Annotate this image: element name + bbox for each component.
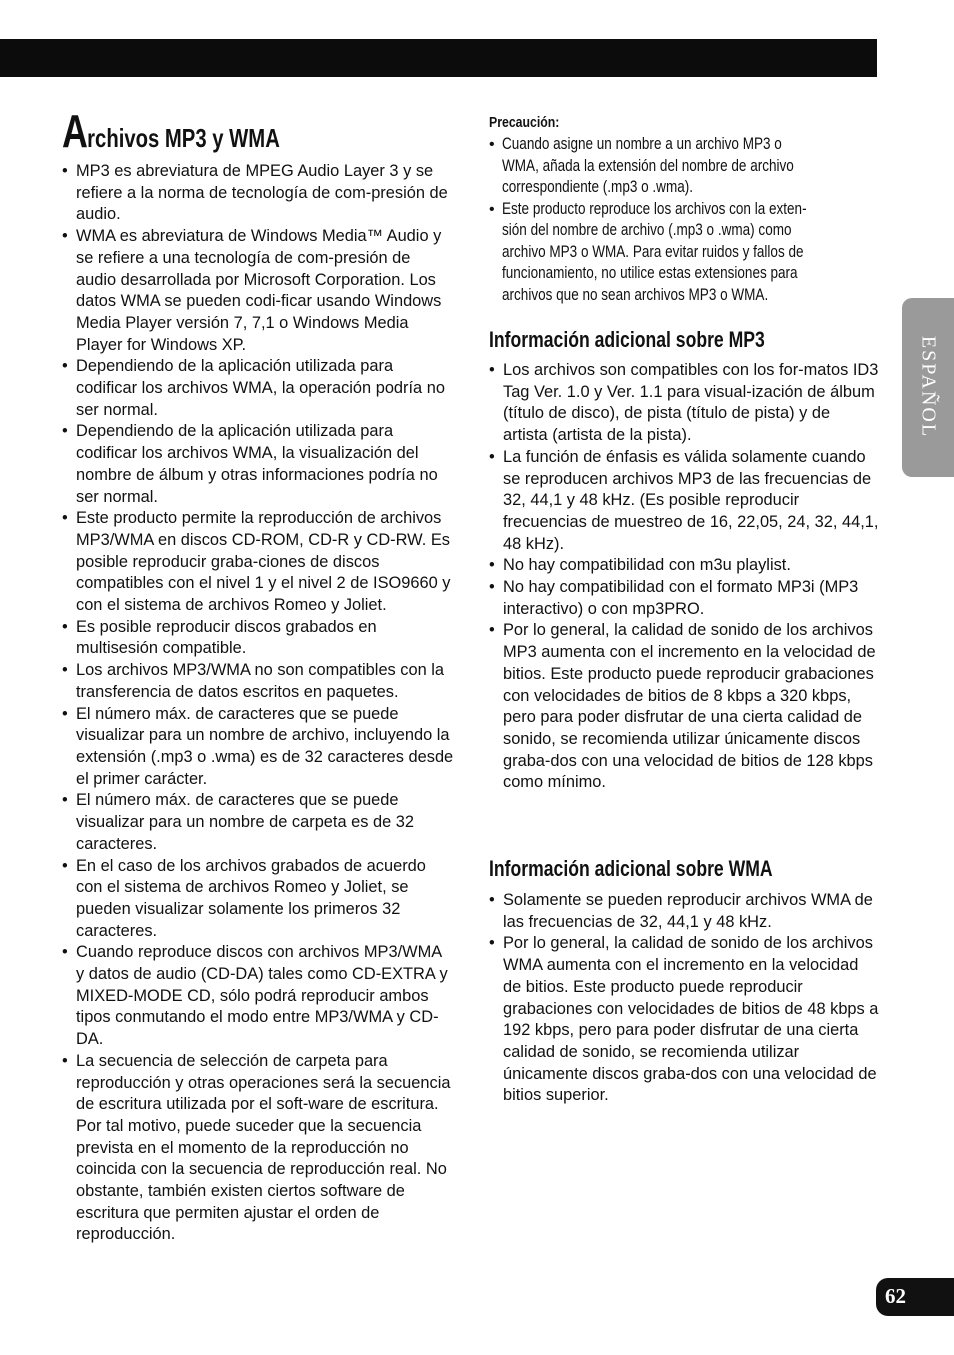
caution-line: correspondiente (.mp3 o .wma). bbox=[502, 178, 694, 196]
mp3-info-list bbox=[489, 360, 879, 794]
caution-heading: Precaución: bbox=[489, 114, 560, 131]
language-tab-label: ESPAÑOL bbox=[917, 335, 940, 439]
list-item: • La función de énfasis es válida solamente cuando se reproducen archivos MP3 de las frecuencias de 32, 44,1 y 48 kHz. (Es posible reproducir frecuencias de muestreo de 16, 22,05, 24, 32, 44,1, 48 kHz). bbox=[489, 447, 879, 556]
mp3-section-heading: Información adicional sobre MP3 bbox=[489, 327, 765, 352]
list-item: • Por lo general, la calidad de sonido de los archivos MP3 aumenta con el incremento en la velocidad de bitios. Este producto puede reproducir grabaciones con velocidades de bitios de 8 kbps a 320 kbps, pero para poder disfrutar de una cierta calidad de sonido, se recomienda utilizar únicamente discos graba-dos con una velocidad de bitios de 128 kbps como mínimo. bbox=[489, 620, 879, 794]
left-column bbox=[62, 161, 454, 1246]
list-item: • Dependiendo de la aplicación utilizada para codificar los archivos WMA, la visualización del nombre de álbum y otras informaciones podría no ser normal. bbox=[62, 421, 454, 508]
page-number-badge bbox=[876, 1278, 954, 1316]
caution-item bbox=[489, 199, 879, 307]
header-bar bbox=[0, 39, 877, 77]
list-item: • Los archivos MP3/WMA no son compatibles con la transferencia de datos escritos en paquetes. bbox=[62, 660, 454, 703]
wma-section-heading: Información adicional sobre WMA bbox=[489, 856, 773, 881]
list-item: • Los archivos son compatibles con los for-matos ID3 Tag Ver. 1.0 y Ver. 1.1 para visual-ización de álbum (título de disco), de pista (título de pista) y de artista (artista de la pista). bbox=[489, 360, 879, 447]
list-item: • No hay compatibilidad con m3u playlist. bbox=[489, 555, 879, 577]
list-item: • Por lo general, la calidad de sonido de los archivos WMA aumenta con el incremento en la velocidad de bitios. Este producto puede reproducir grabaciones con velocidades de bitios de 48 kbps a 192 kbps, pero para poder disfrutar de una cierta calidad de sonido, se recomienda utilizar únicamente discos graba-dos con una velocidad de bitios superior. bbox=[489, 933, 881, 1107]
caution-list bbox=[489, 134, 879, 306]
caution-item bbox=[489, 134, 879, 199]
page-number: 62 bbox=[885, 1284, 906, 1308]
list-item: • El número máx. de caracteres que se puede visualizar para un nombre de archivo, incluyendo la extensión (.mp3 o .wma) es de 32 caracteres desde el primer carácter. bbox=[62, 704, 454, 791]
page-title bbox=[62, 105, 280, 161]
list-item: • Cuando reproduce discos con archivos MP3/WMA y datos de audio (CD-DA) tales como CD-EXTRA y MIXED-MODE CD, sólo podrá reproducir ambos tipos conmutando el modo entre MP3/WMA y CD-DA. bbox=[62, 942, 454, 1051]
list-item: • La secuencia de selección de carpeta para reproducción y otras operaciones será la secuencia de escritura utilizada por el soft-ware de escritura. Por tal motivo, puede suceder que la secuencia prevista en el momento de la reproducción no coincida con la secuencia de reproducción real. No obstante, también existen ciertos software de escritura que permiten ajustar el orden de reproducción. bbox=[62, 1051, 454, 1246]
mp3-wma-notes-list bbox=[62, 161, 454, 1246]
list-item: • MP3 es abreviatura de MPEG Audio Layer 3 y se refiere a la norma de tecnología de com-presión de audio. bbox=[62, 161, 454, 226]
wma-info-list bbox=[489, 890, 881, 1107]
list-item: • En el caso de los archivos grabados de acuerdo con el sistema de archivos Romeo y Joliet, se pueden visualizar solamente los primeros 32 caracteres. bbox=[62, 856, 454, 943]
caution-line: archivos que no sean archivos MP3 o WMA. bbox=[502, 285, 769, 304]
list-item: • Dependiendo de la aplicación utilizada para codificar los archivos WMA, la operación podría no ser normal. bbox=[62, 356, 454, 421]
title-rest: rchivos MP3 y WMA bbox=[87, 123, 280, 153]
caution-line: archivo MP3 o WMA. Para evitar ruidos y fallos de bbox=[502, 242, 804, 261]
caution-line: WMA, añada la extensión del nombre de archivo bbox=[502, 156, 794, 175]
caution-box bbox=[489, 114, 879, 306]
list-item: • Este producto permite la reproducción de archivos MP3/WMA en discos CD-ROM, CD-R y CD-RW. Es posible reproducir graba-ciones de discos compatibles con el nivel 1 y el nivel 2 de ISO9660 y con el sistema de archivos Romeo y Joliet. bbox=[62, 508, 454, 617]
caution-line: sión del nombre de archivo (.mp3 o .wma) como bbox=[502, 221, 792, 239]
caution-line: • Este producto reproduce los archivos con la exten- bbox=[502, 199, 807, 218]
list-item: • El número máx. de caracteres que se puede visualizar para un nombre de carpeta es de 32 caracteres. bbox=[62, 790, 454, 855]
title-initial: A bbox=[62, 105, 88, 157]
caution-line: funcionamiento, no utilice estas extensiones para bbox=[502, 264, 798, 282]
language-tab bbox=[902, 298, 954, 477]
caution-line: • Cuando asigne un nombre a un archivo MP3 o bbox=[502, 135, 782, 153]
list-item: • Solamente se pueden reproducir archivos WMA de las frecuencias de 32, 44,1 y 48 kHz. bbox=[489, 890, 881, 933]
list-item: • Es posible reproducir discos grabados en multisesión compatible. bbox=[62, 617, 454, 660]
list-item: • No hay compatibilidad con el formato MP3i (MP3 interactivo) o con mp3PRO. bbox=[489, 577, 879, 620]
list-item: • WMA es abreviatura de Windows Media™ Audio y se refiere a una tecnología de com-presión de audio desarrollada por Microsoft Corporation. Los datos WMA se pueden codi-ficar usando Windows Media Player versión 7, 7,1 o Windows Media Player for Windows XP. bbox=[62, 226, 454, 356]
